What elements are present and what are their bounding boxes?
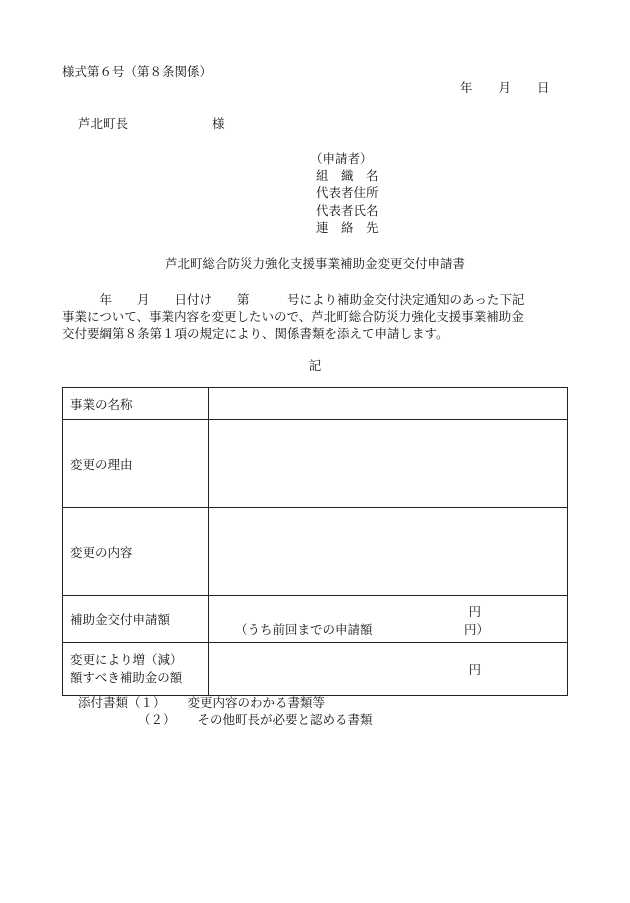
body-line: 事業について、事業内容を変更したいので、芦北町総合防災力強化支援事業補助金 — [62, 308, 524, 324]
attachments-label: 添付書類 — [78, 695, 129, 710]
field-project-name[interactable] — [209, 388, 568, 420]
applicant-field-representative: 代表者氏名 — [316, 202, 379, 218]
addressee-name: 芦北町長 — [78, 116, 129, 131]
attachments — [78, 694, 373, 728]
change-yen: 円 — [468, 662, 481, 677]
field-content[interactable] — [209, 508, 568, 596]
label-project-name: 事業の名称 — [63, 388, 209, 420]
label-reason: 変更の理由 — [63, 420, 209, 508]
label-amount: 補助金交付申請額 — [63, 596, 209, 643]
amount-sub-yen: 円） — [463, 622, 489, 637]
document-body — [62, 292, 572, 342]
date-line — [460, 80, 550, 95]
field-change-amount[interactable] — [209, 643, 568, 696]
applicant-fields — [316, 167, 379, 237]
date-month: 月 — [498, 80, 512, 95]
addressee-honorific: 様 — [212, 116, 225, 131]
label-change-line1: 変更により増（減） — [70, 652, 183, 667]
field-reason[interactable] — [209, 420, 568, 508]
table-row — [63, 508, 568, 596]
applicant-field-address: 代表者住所 — [316, 185, 379, 201]
attachment-2-text: その他町長が必要と認める書類 — [197, 712, 373, 727]
amount-sub-label: （うち前回までの申請額 — [235, 622, 373, 637]
application-table — [62, 387, 568, 696]
addressee — [78, 116, 225, 131]
field-amount[interactable] — [209, 596, 568, 643]
date-day: 日 — [537, 80, 550, 95]
amount-yen: 円 — [468, 604, 481, 619]
table-row — [63, 643, 568, 696]
attachment-2-no: （２） — [138, 712, 176, 727]
date-year: 年 — [460, 80, 473, 95]
ki-mark: 記 — [308, 358, 322, 373]
body-line: 年 月 日付け 第 号により補助金交付決定通知のあった下記 — [62, 292, 525, 307]
form-number: 様式第６号（第８条関係） — [62, 64, 213, 79]
table-row — [63, 596, 568, 643]
attachment-item-2 — [78, 711, 373, 728]
label-change-line2: 額すべき補助金の額 — [70, 670, 183, 685]
applicant-field-organization: 組 織 名 — [316, 168, 379, 183]
label-change-amount — [63, 643, 209, 696]
applicant-field-contact: 連 絡 先 — [316, 220, 379, 236]
table-row — [63, 420, 568, 508]
body-line: 交付要綱第８条第１項の規定により、関係書類を添えて申請します。 — [62, 325, 449, 341]
attachment-item-1 — [78, 694, 373, 711]
label-content: 変更の内容 — [63, 508, 209, 596]
table-row — [63, 388, 568, 420]
attachment-1-no: （１） — [128, 695, 166, 710]
document-title: 芦北町総合防災力強化支援事業補助金変更交付申請書 — [164, 256, 465, 271]
applicant-heading: （申請者） — [310, 151, 373, 166]
attachment-1-text: 変更内容のわかる書類等 — [187, 695, 326, 710]
